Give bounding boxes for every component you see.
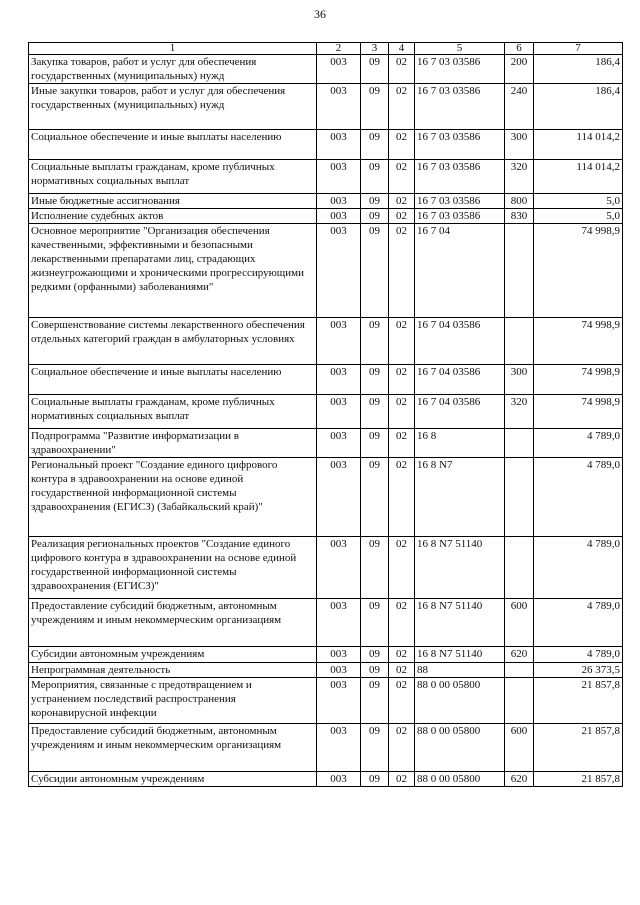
row-rz-code: 09 (361, 772, 389, 787)
row-sum: 21 857,8 (534, 772, 623, 787)
row-csr-code: 88 (415, 663, 505, 678)
row-pr-code: 02 (389, 678, 415, 724)
row-csr-code: 16 8 N7 51140 (415, 647, 505, 663)
row-vr-code: 320 (505, 395, 534, 429)
table-row (29, 194, 623, 209)
row-pr-code: 02 (389, 55, 415, 84)
row-vr-code: 300 (505, 130, 534, 160)
row-csr-code: 16 8 N7 51140 (415, 599, 505, 647)
row-vr-code: 600 (505, 724, 534, 772)
table-row (29, 224, 623, 318)
row-name: Исполнение судебных актов (29, 209, 317, 224)
row-csr-code: 16 7 04 03586 (415, 318, 505, 365)
row-csr-code: 16 7 03 03586 (415, 55, 505, 84)
row-rz-code: 09 (361, 458, 389, 537)
table-row (29, 365, 623, 395)
row-pr-code: 02 (389, 395, 415, 429)
row-rz-code: 09 (361, 365, 389, 395)
row-gr-code: 003 (317, 647, 361, 663)
column-header: 4 (389, 43, 415, 55)
row-vr-code (505, 429, 534, 458)
table-row (29, 55, 623, 84)
row-csr-code: 16 8 N7 51140 (415, 537, 505, 599)
row-sum: 4 789,0 (534, 647, 623, 663)
row-name: Реализация региональных проектов "Создание единого цифрового контура в здравоохранении на основе единой государственной информационной системы здравоохранения (ЕГИСЗ)" (29, 537, 317, 599)
row-name: Мероприятия, связанные с предотвращением и устранением последствий распространения коронавирусной инфекции (29, 678, 317, 724)
row-name: Предоставление субсидий бюджетным, автономным учреждениям и иным некоммерческим организациям (29, 599, 317, 647)
budget-table (28, 42, 623, 787)
row-pr-code: 02 (389, 318, 415, 365)
table-row (29, 599, 623, 647)
row-sum: 186,4 (534, 84, 623, 130)
table-row (29, 209, 623, 224)
table-row (29, 395, 623, 429)
row-name: Совершенствование системы лекарственного обеспечения отдельных категорий граждан в амбулаторных условиях (29, 318, 317, 365)
row-vr-code: 200 (505, 55, 534, 84)
row-pr-code: 02 (389, 224, 415, 318)
row-gr-code: 003 (317, 663, 361, 678)
row-pr-code: 02 (389, 772, 415, 787)
row-gr-code: 003 (317, 194, 361, 209)
row-vr-code (505, 458, 534, 537)
table-row (29, 678, 623, 724)
row-pr-code: 02 (389, 365, 415, 395)
row-rz-code: 09 (361, 318, 389, 365)
row-vr-code (505, 537, 534, 599)
row-csr-code: 16 7 03 03586 (415, 209, 505, 224)
row-sum: 114 014,2 (534, 160, 623, 194)
row-name: Социальное обеспечение и иные выплаты населению (29, 130, 317, 160)
page-number: 36 (314, 7, 326, 21)
row-sum: 21 857,8 (534, 678, 623, 724)
row-sum: 21 857,8 (534, 724, 623, 772)
row-name: Социальные выплаты гражданам, кроме публичных нормативных социальных выплат (29, 160, 317, 194)
row-gr-code: 003 (317, 130, 361, 160)
row-pr-code: 02 (389, 160, 415, 194)
row-pr-code: 02 (389, 458, 415, 537)
row-vr-code (505, 318, 534, 365)
row-csr-code: 16 7 04 03586 (415, 395, 505, 429)
row-gr-code: 003 (317, 724, 361, 772)
row-pr-code: 02 (389, 84, 415, 130)
row-csr-code: 16 7 04 (415, 224, 505, 318)
row-gr-code: 003 (317, 429, 361, 458)
row-sum: 74 998,9 (534, 365, 623, 395)
row-name: Закупка товаров, работ и услуг для обеспечения государственных (муниципальных) нужд (29, 55, 317, 84)
row-csr-code: 88 0 00 05800 (415, 678, 505, 724)
row-vr-code: 240 (505, 84, 534, 130)
row-csr-code: 16 7 03 03586 (415, 194, 505, 209)
row-name: Основное мероприятие "Организация обеспечения качественными, эффективными и безопасными лекарственными препаратами лиц, страдающих жизнеугрожающими и хроническими прогрессирующими редкими (орфанными) заболеваниями" (29, 224, 317, 318)
table-row (29, 537, 623, 599)
column-header: 1 (29, 43, 317, 55)
row-gr-code: 003 (317, 772, 361, 787)
row-gr-code: 003 (317, 395, 361, 429)
table-row (29, 429, 623, 458)
row-vr-code: 300 (505, 365, 534, 395)
row-pr-code: 02 (389, 130, 415, 160)
row-sum: 114 014,2 (534, 130, 623, 160)
row-vr-code: 600 (505, 599, 534, 647)
row-rz-code: 09 (361, 429, 389, 458)
row-rz-code: 09 (361, 194, 389, 209)
row-vr-code: 620 (505, 772, 534, 787)
row-rz-code: 09 (361, 663, 389, 678)
row-rz-code: 09 (361, 55, 389, 84)
row-gr-code: 003 (317, 365, 361, 395)
row-rz-code: 09 (361, 537, 389, 599)
row-vr-code: 800 (505, 194, 534, 209)
row-rz-code: 09 (361, 84, 389, 130)
row-gr-code: 003 (317, 458, 361, 537)
row-name: Предоставление субсидий бюджетным, автономным учреждениям и иным некоммерческим организациям (29, 724, 317, 772)
row-csr-code: 16 7 03 03586 (415, 130, 505, 160)
row-pr-code: 02 (389, 429, 415, 458)
row-rz-code: 09 (361, 724, 389, 772)
row-rz-code: 09 (361, 599, 389, 647)
row-pr-code: 02 (389, 209, 415, 224)
row-sum: 5,0 (534, 194, 623, 209)
row-name: Социальное обеспечение и иные выплаты населению (29, 365, 317, 395)
row-vr-code: 830 (505, 209, 534, 224)
row-csr-code: 16 7 04 03586 (415, 365, 505, 395)
table-row (29, 647, 623, 663)
row-gr-code: 003 (317, 209, 361, 224)
row-gr-code: 003 (317, 84, 361, 130)
row-gr-code: 003 (317, 224, 361, 318)
row-name: Субсидии автономным учреждениям (29, 772, 317, 787)
row-pr-code: 02 (389, 599, 415, 647)
table-row (29, 663, 623, 678)
table-row (29, 458, 623, 537)
row-vr-code (505, 663, 534, 678)
row-csr-code: 16 7 03 03586 (415, 160, 505, 194)
row-rz-code: 09 (361, 647, 389, 663)
row-sum: 26 373,5 (534, 663, 623, 678)
row-sum: 74 998,9 (534, 318, 623, 365)
row-sum: 74 998,9 (534, 395, 623, 429)
row-sum: 74 998,9 (534, 224, 623, 318)
table-row (29, 130, 623, 160)
row-name: Иные закупки товаров, работ и услуг для обеспечения государственных (муниципальных) нужд (29, 84, 317, 130)
column-header: 5 (415, 43, 505, 55)
row-name: Субсидии автономным учреждениям (29, 647, 317, 663)
table-row (29, 160, 623, 194)
row-gr-code: 003 (317, 599, 361, 647)
row-name: Непрограммная деятельность (29, 663, 317, 678)
row-gr-code: 003 (317, 318, 361, 365)
row-gr-code: 003 (317, 160, 361, 194)
table-row (29, 772, 623, 787)
row-rz-code: 09 (361, 678, 389, 724)
row-rz-code: 09 (361, 395, 389, 429)
row-sum: 186,4 (534, 55, 623, 84)
row-vr-code: 320 (505, 160, 534, 194)
row-gr-code: 003 (317, 55, 361, 84)
row-csr-code: 16 8 N7 (415, 458, 505, 537)
row-csr-code: 88 0 00 05800 (415, 772, 505, 787)
row-name: Иные бюджетные ассигнования (29, 194, 317, 209)
row-name: Подпрограмма "Развитие информатизации в здравоохранении" (29, 429, 317, 458)
row-sum: 4 789,0 (534, 429, 623, 458)
column-header: 3 (361, 43, 389, 55)
row-name: Социальные выплаты гражданам, кроме публичных нормативных социальных выплат (29, 395, 317, 429)
row-name: Региональный проект "Создание единого цифрового контура в здравоохранении на основе единой государственной информационной системы здравоохранения (ЕГИСЗ) (Забайкальский край)" (29, 458, 317, 537)
row-rz-code: 09 (361, 224, 389, 318)
row-sum: 4 789,0 (534, 537, 623, 599)
column-header: 7 (534, 43, 623, 55)
row-vr-code: 620 (505, 647, 534, 663)
table-row (29, 84, 623, 130)
row-sum: 4 789,0 (534, 458, 623, 537)
row-sum: 5,0 (534, 209, 623, 224)
row-pr-code: 02 (389, 647, 415, 663)
row-vr-code (505, 678, 534, 724)
row-rz-code: 09 (361, 209, 389, 224)
row-rz-code: 09 (361, 160, 389, 194)
row-gr-code: 003 (317, 678, 361, 724)
table-row (29, 318, 623, 365)
row-gr-code: 003 (317, 537, 361, 599)
table-header-row (29, 43, 623, 55)
row-rz-code: 09 (361, 130, 389, 160)
row-sum: 4 789,0 (534, 599, 623, 647)
row-csr-code: 88 0 00 05800 (415, 724, 505, 772)
row-pr-code: 02 (389, 663, 415, 678)
column-header: 6 (505, 43, 534, 55)
row-csr-code: 16 8 (415, 429, 505, 458)
row-pr-code: 02 (389, 724, 415, 772)
row-vr-code (505, 224, 534, 318)
row-csr-code: 16 7 03 03586 (415, 84, 505, 130)
row-pr-code: 02 (389, 194, 415, 209)
column-header: 2 (317, 43, 361, 55)
table-row (29, 724, 623, 772)
row-pr-code: 02 (389, 537, 415, 599)
